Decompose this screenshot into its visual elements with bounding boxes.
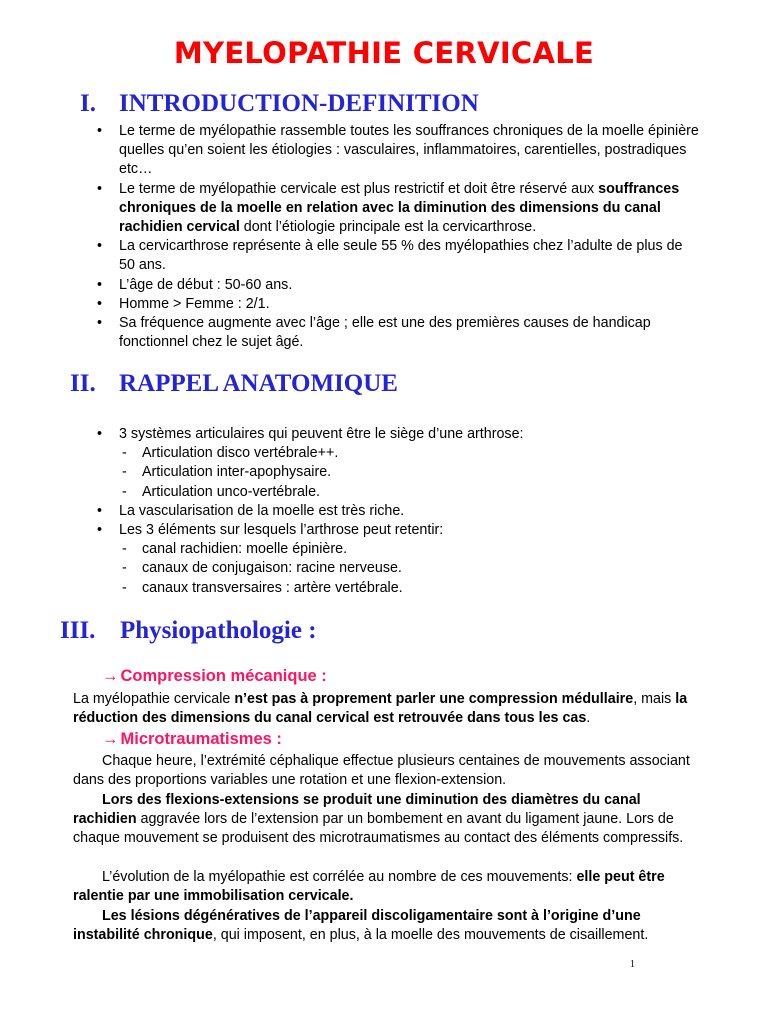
list-item: • Les 3 éléments sur lesquels l’arthrose peut retentir: - canal rachidien: moelle épinière. - canaux de conjugaison: racine nerveuse. - canaux transversaires : artère vertébrale.: [92, 521, 702, 598]
section-title: RAPPEL ANATOMIQUE: [119, 370, 398, 397]
sub-list-item: - Articulation inter-apophysaire.: [119, 463, 702, 482]
sub-list-item: - canaux de conjugaison: racine nerveuse.: [119, 559, 702, 578]
anatomy-list: [92, 425, 702, 598]
sub-list-item: - Articulation unco-vertébrale.: [119, 483, 702, 502]
sub-list-item: - Articulation disco vertébrale++.: [119, 444, 702, 463]
list-item: • Sa fréquence augmente avec l’âge ; elle est une des premières causes de handicap fonctionnel chez le sujet âgé.: [92, 314, 702, 352]
arrow-right-icon: →: [102, 667, 119, 685]
arrow-right-icon: →: [102, 730, 119, 748]
section-title: INTRODUCTION-DEFINITION: [119, 90, 479, 117]
sub-list: [119, 444, 702, 502]
paragraph-microtraumatismes-1: Chaque heure, l’extrémité céphalique effectue plusieurs centaines de mouvements associant dans des proportions variables une rotation et une flexion-extension.: [73, 753, 690, 789]
document-title: MYELOPATHIE CERVICALE: [173, 36, 595, 70]
page-number: 1: [630, 959, 635, 970]
list-item: • L’âge de début : 50-60 ans.: [92, 276, 702, 295]
subheading-microtraumatismes: → Microtraumatismes :: [102, 730, 282, 748]
section-number: I.: [80, 90, 96, 117]
paragraph-compression: La myélopathie cervicale n’est pas à proprement parler une compression médullaire, mais la réduction des dimensions du canal cervical est retrouvée dans tous les cas.: [73, 691, 688, 727]
list-item: • La cervicarthrose représente à elle seule 55 % des myélopathies chez l’adulte de plus de 50 ans.: [92, 237, 702, 275]
section-heading-physiopathologie: [60, 617, 317, 645]
section-heading-anatomie: [70, 370, 398, 398]
list-item: • Homme > Femme : 2/1.: [92, 295, 702, 314]
sub-list: [119, 540, 702, 598]
section-heading-introduction: [80, 90, 479, 118]
sub-list-item: - canaux transversaires : artère vertébrale.: [119, 579, 702, 598]
section-title: Physiopathologie :: [120, 617, 317, 644]
sub-list-item: - canal rachidien: moelle épinière.: [119, 540, 702, 559]
subheading-compression: → Compression mécanique :: [102, 667, 327, 685]
paragraph-microtraumatismes-3: L’évolution de la myélopathie est corrélée au nombre de ces mouvements: elle peut être ralentie par une immobilisation cervicale.: [73, 869, 665, 905]
list-item: • La vascularisation de la moelle est très riche.: [92, 502, 702, 521]
paragraph-microtraumatismes-2: Lors des flexions-extensions se produit une diminution des diamètres du canal rachidien aggravée lors de l’extension par un bombement en avant du ligament jaune. Lors de chaque mouvement se produisent des microtraumatismes au contact des éléments compressifs.: [73, 792, 684, 847]
section-number: III.: [60, 617, 96, 644]
list-item: • 3 systèmes articulaires qui peuvent être le siège d’une arthrose: - Articulation disco vertébrale++. - Articulation inter-apophysaire. - Articulation unco-vertébrale.: [92, 425, 702, 502]
section-number: II.: [70, 370, 96, 397]
introduction-list: [92, 122, 702, 352]
list-item: • Le terme de myélopathie cervicale est plus restrictif et doit être réservé aux souffrances chroniques de la moelle en relation avec la diminution des dimensions du canal rachidien cervical dont l’étiologie principale est la cervicarthrose.: [92, 180, 702, 238]
list-item: • Le terme de myélopathie rassemble toutes les souffrances chroniques de la moelle épinière quelles qu’en soient les étiologies : vasculaires, inflammatoires, carentielles, postradiques etc…: [92, 122, 702, 180]
paragraph-microtraumatismes-4: Les lésions dégénératives de l’appareil discoligamentaire sont à l’origine d’une instabilité chronique, qui imposent, en plus, à la moelle des mouvements de cisaillement.: [73, 908, 649, 944]
